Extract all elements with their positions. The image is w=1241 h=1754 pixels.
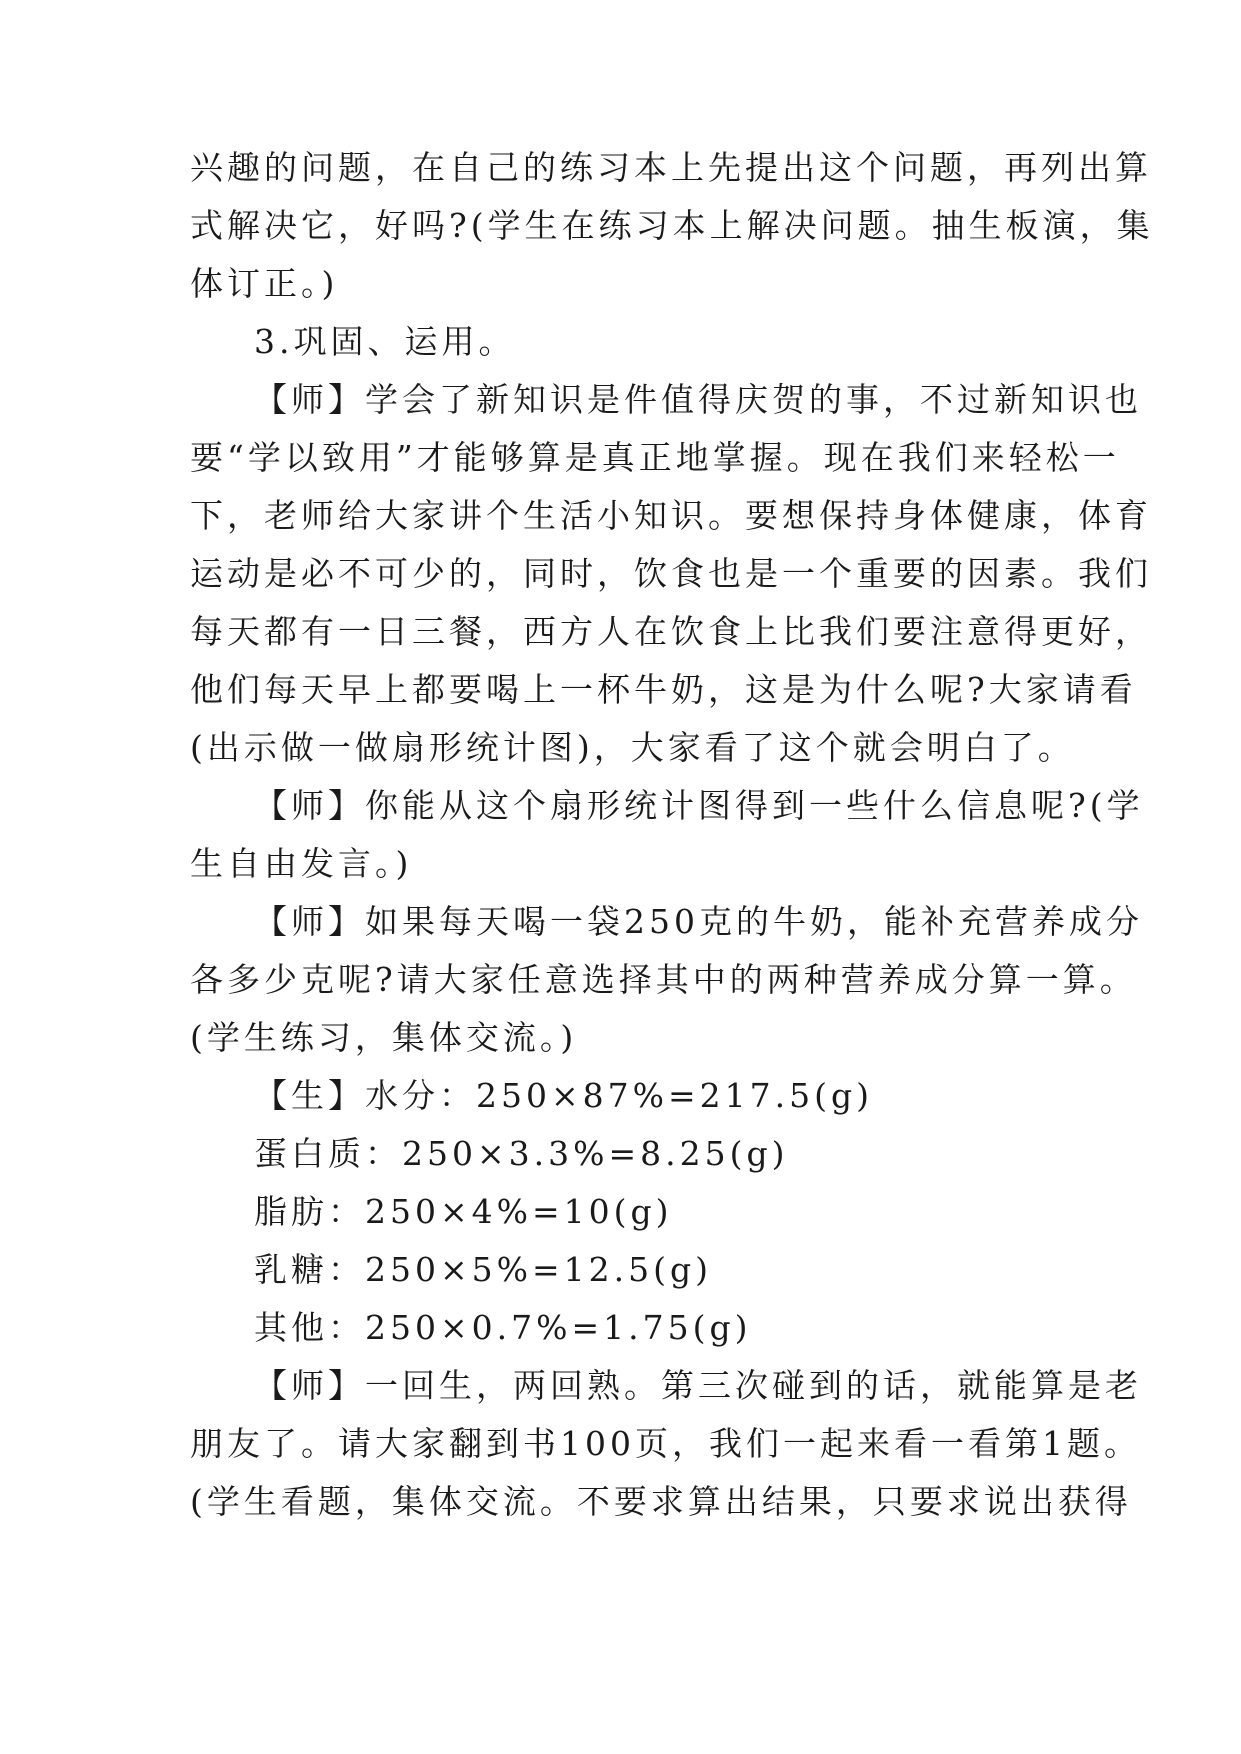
text-line: (学生练习，集体交流。) <box>190 1018 578 1057</box>
text-line: 朋友了。请大家翻到书100页，我们一起来看一看第1题。 <box>190 1424 1141 1463</box>
calc-line: 脂肪：250×4%=10(g) <box>254 1192 673 1231</box>
text-line: (出示做一做扇形统计图)，大家看了这个就会明白了。 <box>190 728 1075 767</box>
text-line: 各多少克呢?请大家任意选择其中的两种营养成分算一算。 <box>190 960 1137 999</box>
text-line: 生自由发言。) <box>190 844 413 883</box>
text-line: 他们每天早上都要喝上一杯牛奶，这是为什么呢?大家请看 <box>190 670 1137 709</box>
text-line: 运动是必不可少的，同时，饮食也是一个重要的因素。我们 <box>190 554 1152 593</box>
text-line: 式解决它，好吗?(学生在练习本上解决问题。抽生板演，集 <box>190 206 1154 245</box>
calc-line: 【生】水分：250×87%=217.5(g) <box>254 1076 873 1115</box>
text-line: 【师】你能从这个扇形统计图得到一些什么信息呢?(学 <box>254 786 1144 825</box>
calc-line: 乳糖：250×5%=12.5(g) <box>254 1250 712 1289</box>
text-line: 每天都有一日三餐，西方人在饮食上比我们要注意得更好， <box>190 612 1152 651</box>
calc-line: 其他：250×0.7%=1.75(g) <box>254 1308 752 1347</box>
text-line: 【师】一回生，两回熟。第三次碰到的话，就能算是老 <box>254 1366 1142 1405</box>
text-line: (学生看题，集体交流。不要求算出结果，只要求说出获得 <box>190 1482 1132 1521</box>
text-line: 下，老师给大家讲个生活小知识。要想保持身体健康，体育 <box>190 496 1152 535</box>
calc-line: 蛋白质：250×3.3%=8.25(g) <box>254 1134 789 1173</box>
text-line: 兴趣的问题，在自己的练习本上先提出这个问题，再列出算 <box>190 148 1152 187</box>
text-line: 【师】如果每天喝一袋250克的牛奶，能补充营养成分 <box>254 902 1143 941</box>
text-line: 要“学以致用”才能够算是真正地掌握。现在我们来轻松一 <box>190 438 1120 477</box>
text-line: 体订正。) <box>190 264 339 303</box>
text-line: 【师】学会了新知识是件值得庆贺的事，不过新知识也 <box>254 380 1142 419</box>
section-heading: 3.巩固、运用。 <box>254 322 516 361</box>
